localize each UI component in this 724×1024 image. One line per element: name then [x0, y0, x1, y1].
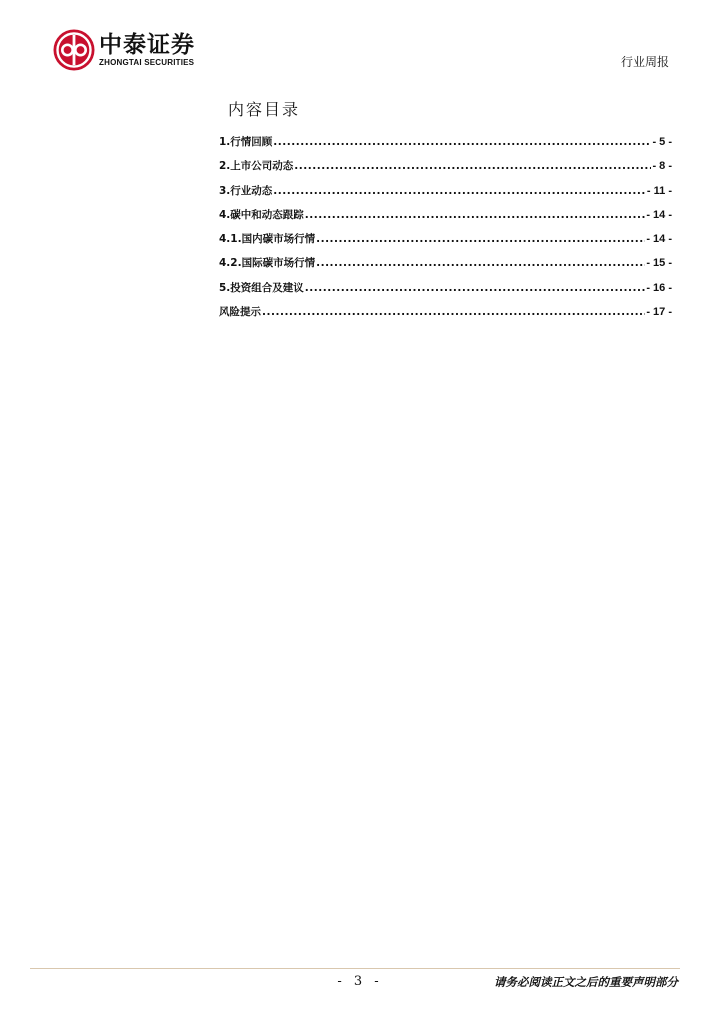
table-of-contents — [219, 134, 672, 328]
logo-wordmark — [99, 32, 195, 68]
toc-leader-dots — [294, 160, 651, 172]
toc-entry-domestic-carbon-market[interactable] — [219, 231, 672, 255]
toc-title: 内容目录 — [228, 100, 301, 119]
company-logo — [52, 28, 195, 72]
toc-leader-dots — [305, 282, 646, 294]
toc-entry-label: 4.2.国际碳市场行情 — [219, 257, 316, 270]
toc-entry-label: 风险提示 — [219, 306, 261, 319]
toc-entry-page: - 11 - — [646, 184, 672, 197]
toc-entry-page: - 16 - — [646, 281, 672, 294]
toc-leader-dots — [273, 136, 651, 148]
toc-entry-page: - 14 - — [646, 208, 672, 221]
toc-entry-label: 5.投资组合及建议 — [219, 281, 304, 294]
toc-entry-label: 4.碳中和动态跟踪 — [219, 208, 304, 221]
toc-entry-page: - 15 - — [646, 257, 672, 270]
zhongtai-logo-icon — [52, 28, 96, 72]
toc-entry-page: - 17 - — [646, 306, 672, 319]
toc-entry-label: 2.上市公司动态 — [219, 160, 294, 173]
toc-entry-risk-warning[interactable] — [219, 304, 672, 328]
toc-entry-carbon-neutral-tracking[interactable] — [219, 207, 672, 231]
toc-entry-international-carbon-market[interactable] — [219, 255, 672, 279]
toc-leader-dots — [316, 257, 645, 269]
toc-leader-dots — [305, 209, 646, 221]
toc-entry-industry-news[interactable] — [219, 183, 672, 207]
toc-entry-market-review[interactable] — [219, 134, 672, 158]
toc-entry-portfolio-advice[interactable] — [219, 280, 672, 304]
toc-entry-page: - 14 - — [646, 233, 672, 246]
toc-leader-dots — [316, 233, 645, 245]
toc-leader-dots — [273, 185, 646, 197]
logo-english-name: ZHONGTAI SECURITIES — [99, 58, 195, 67]
toc-entry-page: - 8 - — [652, 160, 672, 173]
toc-entry-label: 3.行业动态 — [219, 184, 273, 197]
toc-entry-page: - 5 - — [652, 136, 672, 148]
footer-disclaimer: 请务必阅读正文之后的重要声明部分 — [494, 975, 678, 989]
footer-page-number: - 3 - — [337, 974, 383, 989]
logo-chinese-name: 中泰证券 — [99, 32, 195, 58]
footer-divider — [30, 968, 680, 969]
report-type-label: 行业周报 — [620, 55, 669, 69]
toc-entry-company-news[interactable] — [219, 158, 672, 182]
toc-entry-label: 4.1.国内碳市场行情 — [219, 233, 316, 246]
toc-entry-label: 1.行情回顾 — [219, 136, 273, 148]
toc-leader-dots — [262, 306, 645, 318]
